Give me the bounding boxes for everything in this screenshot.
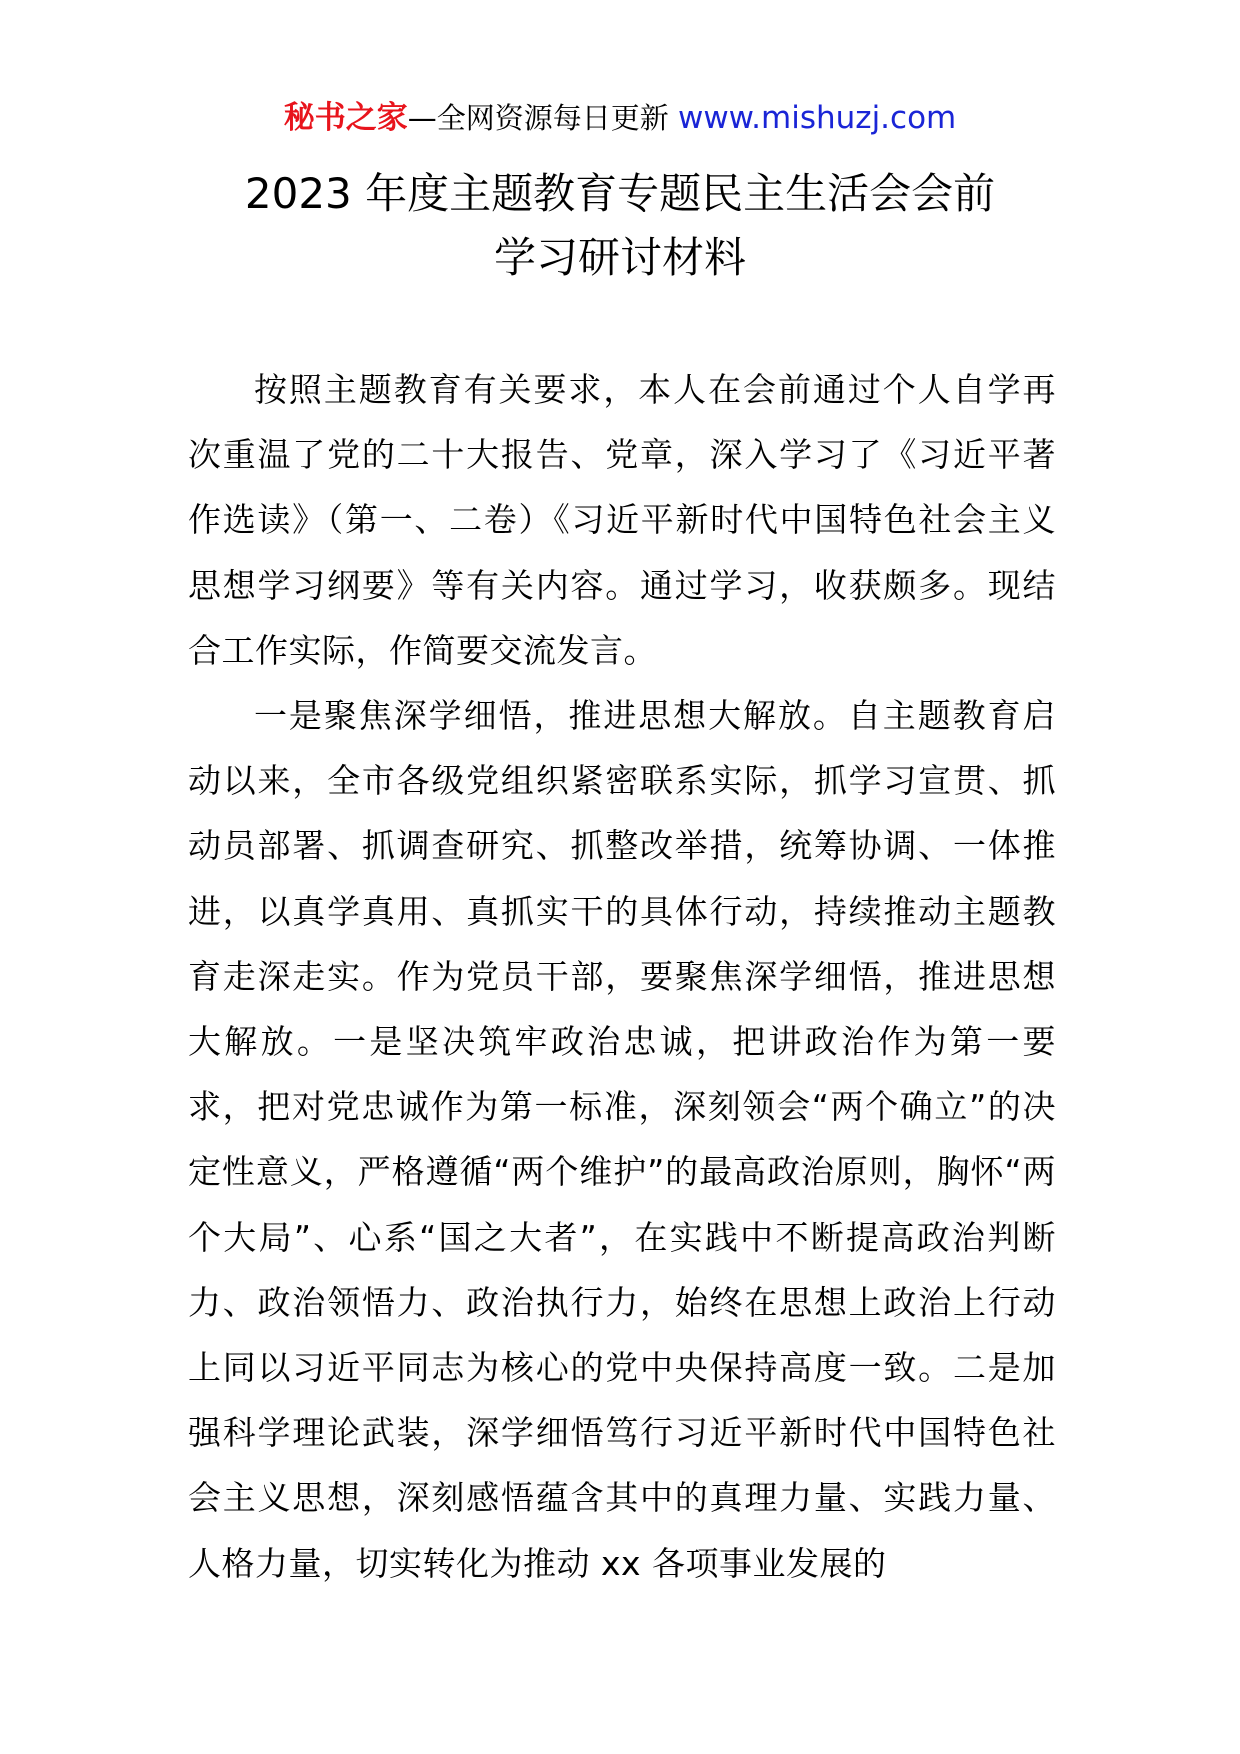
paragraph-section-one: 一是聚焦深学细悟，推进思想大解放。自主题教育启动以来，全市各级党组织紧密联系实际，抓学习宣贯、抓动员部署、抓调查研究、抓整改举措，统筹协调、一体推进，以真学真用、真抓实干的具体行动，持续推动主题教育走深走实。作为党员干部，要聚焦深学细悟，推进思想大解放。一是坚决筑牢政治忠诚，把讲政治作为第一要求，把对党忠诚作为第一标准，深刻领会“两个确立”的决定性意义，严格遵循“两个维护”的最高政治原则，胸怀“两个大局”、心系“国之大者”，在实践中不断提高政治判断力、政治领悟力、政治执行力，始终在思想上政治上行动上同以习近平同志为核心的党中央保持高度一致。二是加强科学理论武装，深学细悟笃行习近平新时代中国特色社会主义思想，深刻感悟蕴含其中的真理力量、实践力量、人格力量，切实转化为推动 xx 各项事业发展的 — [188, 696, 1056, 1583]
paragraph-intro: 按照主题教育有关要求，本人在会前通过个人自学再次重温了党的二十大报告、党章，深入学习了《习近平著作选读》（第一、二卷）《习近平新时代中国特色社会主义思想学习纲要》等有关内容。通过学习，收获颇多。现结合工作实际，作简要交流发言。 — [188, 370, 1056, 670]
title-line-1: 2023 年度主题教育专题民主生活会会前 — [244, 169, 996, 218]
document-title — [0, 162, 1240, 290]
site-url-link[interactable]: www.mishuzj.com — [677, 100, 957, 136]
document-body — [188, 357, 1056, 1596]
brand-name: 秘书之家 — [283, 100, 408, 136]
header-tagline: —全网资源每日更新 — [407, 101, 678, 135]
site-header — [0, 98, 1240, 138]
title-line-2: 学习研讨材料 — [493, 233, 746, 282]
